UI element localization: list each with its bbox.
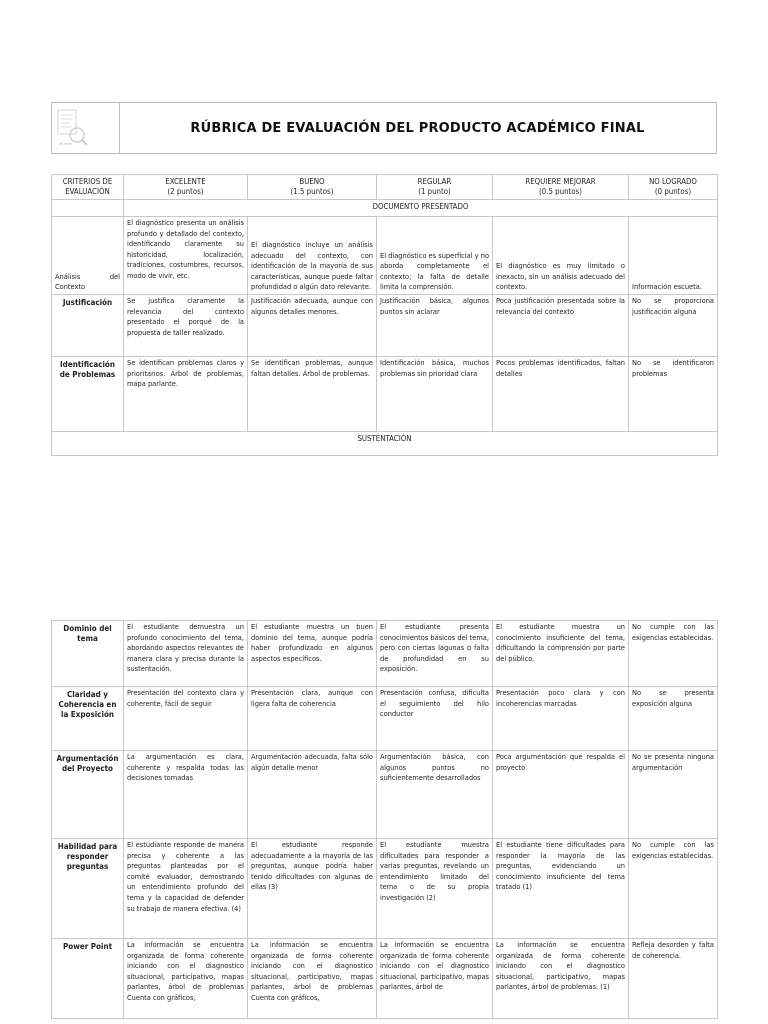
- rubric-cell: El diagnóstico presenta un análisis profundo y detallado del contexto, identificando claramente su historicidad, localización, tradiciones, costumbres, recursos, modo de vivir, etc.: [124, 217, 248, 295]
- rubric-cell: Poca justificación presentada sobre la relevancia del contexto: [493, 295, 629, 357]
- rubric-cell: Se justifica claramente la relevancia del contexto presentado el porqué de la propuesta de taller realizado.: [124, 295, 248, 357]
- criteria-cell: Power Point: [52, 939, 124, 1019]
- criteria-cell: Argumentación del Proyecto: [52, 751, 124, 839]
- section-row: [52, 200, 718, 217]
- header-row: [52, 175, 718, 200]
- rubric-cell: Pocos problemas identificados, faltan detalles: [493, 357, 629, 432]
- page-title: RÚBRICA DE EVALUACIÓN DEL PRODUCTO ACADÉMICO FINAL: [190, 120, 645, 136]
- level-header-bueno: BUENO (1.5 puntos): [248, 175, 377, 200]
- section-row: [52, 432, 718, 456]
- table-row: [52, 839, 718, 939]
- table-row: [52, 687, 718, 751]
- criteria-cell: Análisis del Contexto: [52, 217, 124, 295]
- table-row: [52, 621, 718, 687]
- rubric-cell: No se presenta exposición alguna: [629, 687, 718, 751]
- rubric-cell: La información se encuentra organizada de forma coherente iniciando con el diagnostico situacional, participativo, mapas parlantes, árbol de problemas Cuenta con gráficos,: [248, 939, 377, 1019]
- rubric-cell: El diagnóstico incluye un análisis adecuado del contexto, con identificación de la mayoría de sus características, aunque puede faltar profundidad o algún dato relevante.: [248, 217, 377, 295]
- document-header: [51, 102, 717, 154]
- section-title: DOCUMENTO PRESENTADO: [124, 200, 718, 217]
- rubric-cell: Refleja desorden y falta de coherencia.: [629, 939, 718, 1019]
- rubric-cell: Identificación básica, muchos problemas sin prioridad clara: [377, 357, 493, 432]
- level-header-excelente: EXCELENTE (2 puntos): [124, 175, 248, 200]
- rubric-cell: La información se encuentra organizada de forma coherente iniciando con el diagnostico situacional, participativo, mapas parlantes, árbol de problemas Cuenta con gráficos,: [124, 939, 248, 1019]
- criteria-cell: Habilidad para responder preguntas: [52, 839, 124, 939]
- level-header-no-logrado: NO LOGRADO (0 puntos): [629, 175, 718, 200]
- rubric-cell: Presentación poco clara y con incoherencias marcadas: [493, 687, 629, 751]
- rubric-cell: El estudiante demuestra un profundo conocimiento del tema, abordando aspectos relevantes de manera clara y precisa durante la sustentación.: [124, 621, 248, 687]
- criteria-cell: Dominio del tema: [52, 621, 124, 687]
- rubric-cell: Poca argumentación que respalda el proyecto: [493, 751, 629, 839]
- rubric-cell: No se identificaron problemas: [629, 357, 718, 432]
- rubric-cell: La argumentación es clara, coherente y respalda todas las decisiones tomadas: [124, 751, 248, 839]
- rubric-cell: El diagnóstico es superficial y no aborda completamente el contexto; la falta de detalle limita la comprensión.: [377, 217, 493, 295]
- criteria-header: CRITERIOS DE EVALUACIÓN: [52, 175, 124, 200]
- table-row: [52, 357, 718, 432]
- rubric-cell: Se identifican problemas claros y prioritarios. Árbol de problemas, mapa parlante.: [124, 357, 248, 432]
- criteria-cell: Claridad y Coherencia en la Exposición: [52, 687, 124, 751]
- rubric-cell: No cumple con las exigencias establecidas.: [629, 621, 718, 687]
- rubric-cell: Información escueta.: [629, 217, 718, 295]
- criteria-cell: Justificación: [52, 295, 124, 357]
- rubric-cell: Argumentación adecuada, falta sólo algún detalle menor: [248, 751, 377, 839]
- svg-text:▬ ▬▬: ▬ ▬▬: [59, 141, 72, 146]
- rubric-cell: La información se encuentra organizada de forma coherente iniciando con el diagnostico situacional, participativo, mapas parlantes, árbol de problemas. (1): [493, 939, 629, 1019]
- rubric-cell: No se proporciona justificación alguna: [629, 295, 718, 357]
- rubric-cell: El estudiante tiene dificultades para responder la mayoría de las preguntas, evidenciando un conocimiento insuficiente del tema tratado (1): [493, 839, 629, 939]
- rubric-cell: No se presenta ninguna argumentación: [629, 751, 718, 839]
- rubric-cell: Presentación clara, aunque con ligera falta de coherencia: [248, 687, 377, 751]
- logo: [52, 103, 120, 153]
- document-magnifier-icon: [52, 103, 119, 153]
- level-header-regular: REGULAR (1 punto): [377, 175, 493, 200]
- table-row: [52, 217, 718, 295]
- rubric-cell: El estudiante presenta conocimientos básicos del tema, pero con ciertas lagunas o falta de profundidad en su exposición.: [377, 621, 493, 687]
- criteria-cell: Identificación de Problemas: [52, 357, 124, 432]
- table-row: [52, 751, 718, 839]
- rubric-cell: Justificación básica, algunos puntos sin aclarar: [377, 295, 493, 357]
- rubric-cell: Se identifican problemas, aunque faltan detalles. Árbol de problemas.: [248, 357, 377, 432]
- rubric-cell: El estudiante responde de manera precisa y coherente a las preguntas planteadas por el comité evaluador, demostrando un entendimiento profundo del tema y la capacidad de defender su trabajo de manera efectiva. (4): [124, 839, 248, 939]
- rubric-cell: El estudiante responde adecuadamente a la mayoría de las preguntas, aunque podría haber tenido dificultades con algunas de ellas (3): [248, 839, 377, 939]
- rubric-table-sustentacion: [51, 620, 718, 1019]
- level-header-requiere-mejorar: REQUIERE MEJORAR (0.5 puntos): [493, 175, 629, 200]
- section-title: SUSTENTACIÓN: [52, 432, 718, 456]
- rubric-cell: El estudiante muestra un conocimiento insuficiente del tema, dificultando la comprensión por parte del público.: [493, 621, 629, 687]
- rubric-cell: No cumple con las exigencias establecidas.: [629, 839, 718, 939]
- rubric-cell: El estudiante muestra un buen dominio del tema, aunque podría haber profundizado en algunos aspectos específicos.: [248, 621, 377, 687]
- rubric-cell: Presentación del contexto clara y coherente, fácil de seguir: [124, 687, 248, 751]
- rubric-cell: El estudiante muestra dificultades para responder a varias preguntas, revelando un entendimiento limitado del tema o de su propia investigación (2): [377, 839, 493, 939]
- table-row: [52, 295, 718, 357]
- rubric-cell: El diagnóstico es muy limitado o inexacto, sin un análisis adecuado del contexto.: [493, 217, 629, 295]
- rubric-table-documento: [51, 174, 718, 456]
- rubric-cell: La información se encuentra organizada de forma coherente iniciando con el diagnostico situacional, participativo, mapas parlantes, árbol de: [377, 939, 493, 1019]
- rubric-cell: Argumentación básica, con algunos puntos no suficientemente desarrollados: [377, 751, 493, 839]
- rubric-cell: Presentación confusa, dificulta el seguimiento del hilo conductor: [377, 687, 493, 751]
- table-row: [52, 939, 718, 1019]
- rubric-cell: Justificación adecuada, aunque con algunos detalles menores.: [248, 295, 377, 357]
